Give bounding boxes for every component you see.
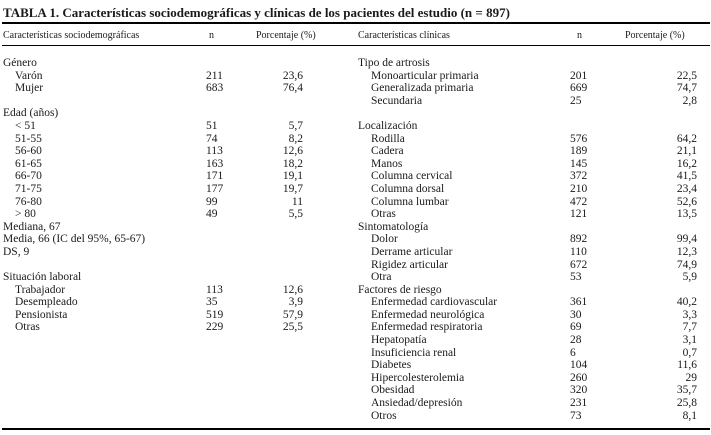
row-label: Hepatopatía [371,334,427,347]
table-number: TABLA 1. [3,5,60,20]
row-count: 30 [570,308,582,321]
row-percentage: 76,4 [282,82,303,95]
table-row [355,384,711,397]
row-count: 260 [570,371,588,384]
table-row [0,309,355,322]
row-percentage: 3,3 [682,308,697,321]
row-percentage: 0,7 [682,346,697,359]
row-label: Dolor [371,233,398,246]
header-right-percentage: Porcentaje (%) [625,30,685,41]
section-heading: Localización [358,119,418,132]
table-row [355,233,711,246]
row-percentage: 5,5 [288,208,303,221]
section-heading: Tipo de artrosis [358,57,430,69]
table-row [0,196,355,209]
row-label: 71-75 [15,182,42,195]
top-rule [2,22,710,24]
table-row [355,183,711,196]
row-count: 110 [570,245,587,258]
row-percentage: 2,8 [682,94,697,107]
row-label: Columna lumbar [371,195,449,208]
row-label: Varón [15,69,43,82]
sociodemographic-column [0,57,355,334]
row-percentage: 29 [685,371,697,384]
table-row [355,347,711,360]
row-percentage: 99,4 [676,233,697,246]
section-heading-row [0,233,355,246]
row-spacer [0,259,355,272]
row-count: 361 [570,296,588,309]
section-heading-row [0,57,355,70]
row-label: Derrame articular [371,245,453,258]
row-count: 201 [570,69,588,82]
row-label: > 80 [15,208,36,221]
header-right-characteristics: Características clínicas [358,30,450,41]
row-label: Cadera [371,145,404,158]
row-percentage: 12,6 [282,145,303,158]
header-left-characteristics: Características sociodemográficas [3,30,140,41]
table-row [0,296,355,309]
row-count: 53 [570,271,582,284]
row-percentage: 52,6 [676,195,697,208]
row-percentage: 8,2 [288,132,303,145]
table-row [355,158,711,171]
table-row [0,145,355,158]
row-percentage: 23,6 [282,69,303,82]
table-row [355,296,711,309]
row-percentage: 41,5 [676,170,697,183]
table-row [355,170,711,183]
row-label: 56-60 [15,145,42,158]
row-percentage: 74,7 [676,82,697,95]
row-count: 229 [206,321,224,334]
row-count: 472 [570,195,588,208]
header-left-percentage: Porcentaje (%) [256,30,316,41]
row-percentage: 23,4 [676,182,697,195]
table-row [0,183,355,196]
row-percentage: 3,1 [682,334,697,347]
row-label: Desempleado [15,296,78,309]
table-row [355,145,711,158]
row-label: < 51 [15,119,36,132]
row-count: 177 [206,182,224,195]
section-heading: Media, 66 (IC del 95%, 65-67) [3,233,146,246]
table-row [355,397,711,410]
row-percentage: 18,2 [282,157,303,170]
table-row [355,359,711,372]
table-row [355,309,711,322]
row-percentage: 13,5 [676,208,697,221]
row-count: 121 [570,208,588,221]
header-rule [2,45,710,46]
row-label: Diabetes [371,359,412,372]
row-label: Otras [15,321,40,334]
bottom-rule [2,428,710,430]
row-percentage: 74,9 [676,258,697,271]
row-label: Secundaria [371,94,423,107]
row-percentage: 25,5 [282,321,303,334]
row-count: 519 [206,308,224,321]
row-percentage: 64,2 [676,132,697,145]
row-percentage: 11 [291,195,303,208]
row-count: 113 [206,283,223,296]
row-count: 49 [206,208,218,221]
table-row [355,410,711,423]
section-heading: Edad (años) [3,107,59,120]
row-count: 210 [570,182,588,195]
row-label: Columna dorsal [371,182,445,195]
row-percentage: 35,7 [676,384,697,397]
row-percentage: 19,1 [282,170,303,183]
section-heading-row [0,271,355,284]
row-percentage: 11,6 [677,359,697,372]
section-heading: Factores de riesgo [358,283,442,296]
section-heading: Situación laboral [3,271,82,284]
row-percentage: 16,2 [676,157,697,170]
row-percentage: 12,6 [282,283,303,296]
row-label: Columna cervical [371,170,453,183]
table-row [355,271,711,284]
row-label: Otros [371,409,397,422]
row-count: 171 [206,170,224,183]
section-heading: DS, 9 [3,245,30,258]
row-count: 669 [570,82,588,95]
row-label: Generalizada primaria [371,82,474,95]
row-label: 76-80 [15,195,42,208]
row-label: 51-55 [15,132,42,145]
table-row [0,158,355,171]
row-label: Enfermedad cardiovascular [371,296,498,309]
table-row [355,372,711,385]
row-label: Manos [371,157,403,170]
row-count: 104 [570,359,588,372]
row-label: Pensionista [15,308,68,321]
row-count: 74 [206,132,218,145]
row-label: Otra [371,271,392,284]
table-row [0,70,355,83]
table-title [3,5,510,21]
table-row [355,95,711,108]
row-label: Obesidad [371,384,415,397]
row-label: Rigidez articular [371,258,448,271]
row-count: 189 [570,145,588,158]
table-row [355,196,711,209]
row-count: 99 [206,195,218,208]
table-row [0,82,355,95]
row-percentage: 22,5 [676,69,697,82]
row-label: Enfermedad respiratoria [371,321,483,334]
row-label: Hipercolesterolemia [371,371,465,384]
section-heading-row [355,120,711,133]
row-count: 320 [570,384,588,397]
row-percentage: 8,1 [682,409,697,422]
row-spacer [355,107,711,120]
row-count: 211 [206,69,223,82]
row-percentage: 19,7 [282,182,303,195]
header-left-n: n [209,30,214,41]
row-label: Otras [371,208,396,221]
row-count: 145 [570,157,588,170]
row-label: Mujer [15,82,44,95]
row-count: 69 [570,321,582,334]
row-label: Monoarticular primaria [371,69,479,82]
section-heading-row [0,246,355,259]
row-count: 28 [570,334,582,347]
clinical-column [355,57,711,422]
row-label: Trabajador [15,283,66,296]
row-count: 576 [570,132,588,145]
row-percentage: 12,3 [676,245,697,258]
table-row [355,133,711,146]
table-row [355,208,711,221]
row-count: 683 [206,82,224,95]
row-label: Ansiedad/depresión [371,397,463,410]
table-caption: Características sociodemográficas y clínicas de los pacientes del estudio (n = 897) [62,5,510,20]
section-heading-row [355,284,711,297]
row-count: 35 [206,296,218,309]
section-heading: Mediana, 67 [3,220,61,233]
row-percentage: 7,7 [682,321,697,334]
row-spacer [0,95,355,108]
row-percentage: 25,8 [676,397,697,410]
section-heading: Género [3,57,37,69]
row-label: 61-65 [15,157,42,170]
row-percentage: 5,9 [682,271,697,284]
section-heading-row [0,221,355,234]
row-count: 372 [570,170,588,183]
row-percentage: 3,9 [288,296,303,309]
table-row [0,170,355,183]
table-row [355,70,711,83]
row-count: 892 [570,233,588,246]
table-row [355,246,711,259]
header-right-n: n [577,30,582,41]
section-heading-row [355,57,711,70]
row-label: Rodilla [371,132,405,145]
table-row [355,259,711,272]
row-count: 231 [570,397,588,410]
row-count: 6 [570,346,576,359]
row-percentage: 57,9 [282,308,303,321]
row-percentage: 5,7 [288,119,303,132]
table-row [0,133,355,146]
table-row [0,120,355,133]
table-row [355,321,711,334]
row-count: 73 [570,409,582,422]
table-row [0,208,355,221]
row-count: 113 [206,145,223,158]
row-percentage: 40,2 [676,296,697,309]
table-row [355,82,711,95]
table-row [0,284,355,297]
section-heading-row [0,107,355,120]
section-heading-row [355,221,711,234]
row-count: 25 [570,94,582,107]
table-row [355,334,711,347]
row-label: 66-70 [15,170,42,183]
section-heading: Sintomatología [358,220,429,233]
row-count: 672 [570,258,588,271]
row-percentage: 21,1 [676,145,697,158]
row-count: 51 [206,119,218,132]
table-row [0,321,355,334]
row-label: Insuficiencia renal [371,346,457,359]
row-count: 163 [206,157,224,170]
row-label: Enfermedad neurológica [371,308,485,321]
